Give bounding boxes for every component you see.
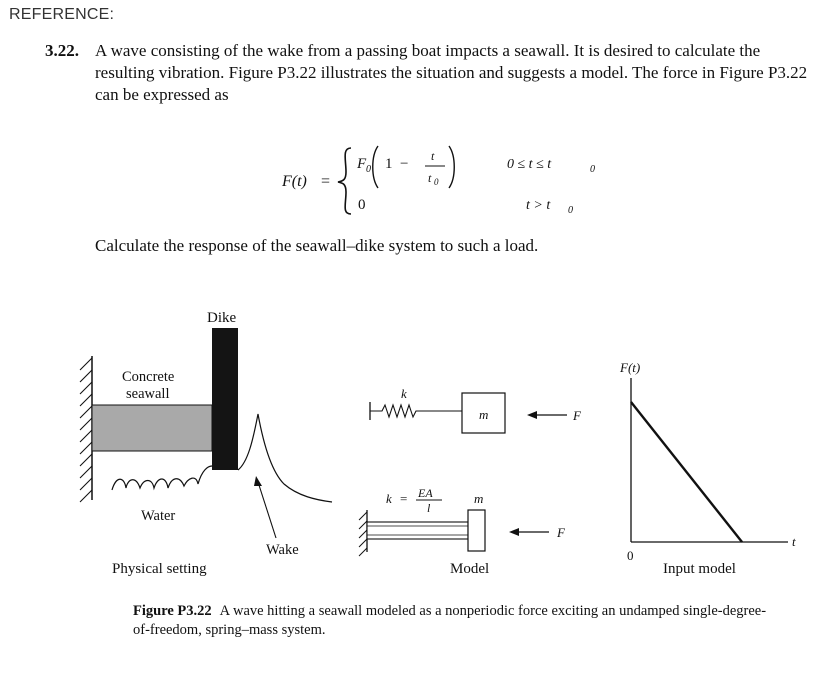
- problem-instruction: Calculate the response of the seawall–dike system to such a load.: [95, 236, 539, 255]
- beam-end-mass: [468, 510, 485, 551]
- y-axis-label: F(t): [620, 360, 641, 375]
- beam-eq: =: [400, 491, 408, 506]
- eq-case2-condition: t > t: [526, 198, 551, 213]
- spring: [370, 405, 431, 417]
- figure-id: Figure P3.22: [133, 603, 212, 619]
- beam-bar: [367, 522, 468, 539]
- physical-setting-panel: [80, 310, 332, 577]
- ground-hatching: [80, 358, 92, 502]
- spring-k-label: k: [401, 386, 407, 401]
- eq-one: 1: [385, 156, 393, 172]
- caption-text: A wave hitting a seawall modeled as a nonperiodic force exciting an undamped single-degree-of-freedom, spring–mass system.: [133, 603, 767, 638]
- wake-arrow-line: [258, 482, 276, 538]
- input-model-label: Input model: [663, 561, 736, 577]
- eq-minus: −: [400, 156, 409, 172]
- mass-m-label: m: [479, 407, 489, 422]
- eq-case1-cond-sub: 0: [590, 164, 595, 175]
- beam-frac-den: l: [427, 501, 431, 515]
- eq-case2-cond-sub: 0: [568, 205, 573, 216]
- model-label: Model: [450, 561, 490, 577]
- eq-case2-expr: 0: [358, 197, 366, 213]
- dike-label: Dike: [207, 310, 237, 326]
- x-axis-label: t: [792, 534, 796, 549]
- equation-brace: [338, 148, 351, 214]
- origin-label: 0: [627, 548, 634, 563]
- figure-caption: [133, 602, 773, 640]
- eq-F0: F: [357, 156, 367, 172]
- eq-case1-condition: 0 ≤ t ≤ t: [507, 157, 552, 172]
- equation-equals: =: [321, 173, 331, 190]
- beam-frac-num: EA: [418, 486, 433, 500]
- force-equation: [281, 146, 595, 216]
- problem-text: A wave consisting of the wake from a passing boat impacts a seawall. It is desired to calculate the resulting vibration. Figure P3.22 illustrates the situation and suggests a model. The force in Figure P3.22 can be expressed as: [95, 41, 808, 104]
- wake-label: Wake: [266, 542, 299, 558]
- eq-paren-left: [373, 146, 378, 188]
- force-arrow-head-1: [527, 411, 537, 419]
- equation-lhs: F(t): [282, 173, 307, 190]
- reference-label: REFERENCE:: [9, 6, 115, 23]
- eq-F0-sub: 0: [366, 164, 371, 175]
- problem-number: 3.22.: [45, 41, 79, 60]
- force-F-label-1: F: [573, 408, 581, 423]
- beam-k-label: k: [386, 491, 392, 506]
- eq-frac-den: t: [428, 171, 432, 185]
- wake-wave: [238, 414, 332, 502]
- beam-wall-hatching: [359, 512, 367, 556]
- physical-setting-label: Physical setting: [112, 561, 207, 577]
- force-ramp-line: [631, 402, 742, 542]
- model-panel: [359, 386, 582, 577]
- eq-frac-num: t: [431, 149, 435, 163]
- seawall-label-2: seawall: [126, 386, 170, 402]
- force-arrow-head-2: [509, 528, 519, 536]
- wake-arrow-head: [254, 476, 262, 486]
- eq-paren-right: [449, 146, 454, 188]
- eq-frac-den-sub: 0: [434, 177, 439, 187]
- water-waves: [112, 466, 212, 490]
- input-model-panel: [619, 360, 796, 577]
- seawall-label-1: Concrete: [122, 369, 175, 385]
- force-F-label-2: F: [557, 525, 565, 540]
- concrete-seawall: [92, 405, 212, 451]
- water-label: Water: [141, 508, 176, 524]
- dike: [212, 328, 238, 470]
- beam-mass-label: m: [474, 491, 484, 506]
